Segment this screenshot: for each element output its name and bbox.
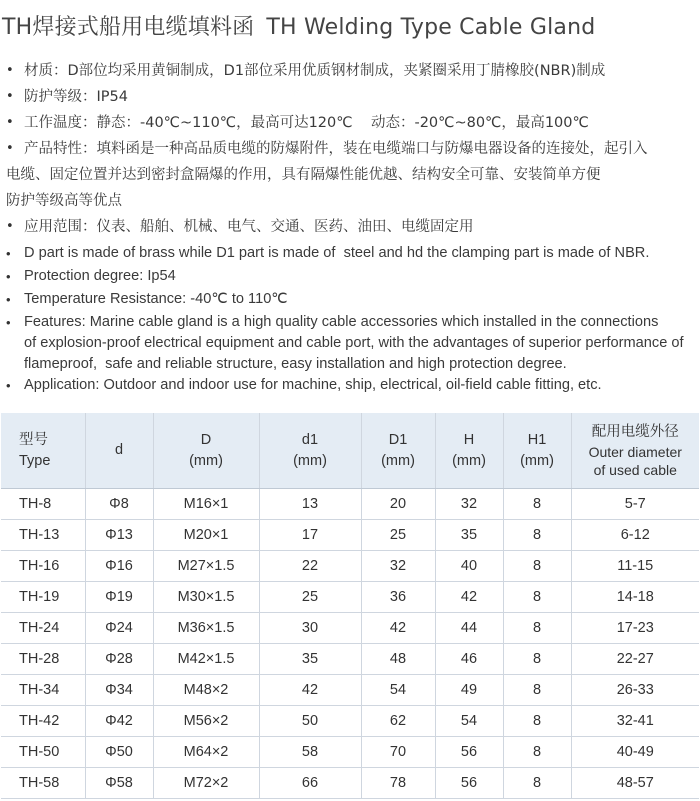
cn-spec-list xyxy=(6,58,700,240)
cell-d1: 25 xyxy=(259,582,361,613)
cell-H: 56 xyxy=(435,737,503,768)
cell-type: TH-19 xyxy=(1,582,85,613)
cell-H: 56 xyxy=(435,768,503,799)
bullet-icon: • xyxy=(6,292,11,307)
cell-d1: 22 xyxy=(259,551,361,582)
cell-cable-diameter: 14-18 xyxy=(571,582,699,613)
cell-H1: 8 xyxy=(503,613,571,644)
table-row xyxy=(1,613,699,644)
list-item xyxy=(6,289,700,310)
list-item xyxy=(6,214,700,240)
cell-H: 40 xyxy=(435,551,503,582)
spec-table xyxy=(1,413,699,799)
cell-D: M27×1.5 xyxy=(153,551,259,582)
cell-cable-diameter: 5-7 xyxy=(571,489,699,520)
list-item xyxy=(6,58,700,84)
table-row xyxy=(1,768,699,799)
cell-d1: 66 xyxy=(259,768,361,799)
cell-H1: 8 xyxy=(503,737,571,768)
cell-D1: 36 xyxy=(361,582,435,613)
header-D1: D1 (mm) xyxy=(361,413,435,489)
cell-D1: 62 xyxy=(361,706,435,737)
header-H1: H1 (mm) xyxy=(503,413,571,489)
cell-d: Φ50 xyxy=(85,737,153,768)
cell-H1: 8 xyxy=(503,489,571,520)
header-D: D (mm) xyxy=(153,413,259,489)
bullet-icon: • xyxy=(6,115,14,130)
bullet-icon: • xyxy=(6,89,14,104)
cn-application-text: 应用范围：仪表、船舶、机械、电气、交通、医药、油田、电缆固定用 xyxy=(24,219,474,235)
cell-d1: 13 xyxy=(259,489,361,520)
header-H: H (mm) xyxy=(435,413,503,489)
header-cable-diameter: 配用电缆外径 Outer diameter of used cable xyxy=(571,413,699,489)
table-body xyxy=(1,489,699,799)
cell-d1: 58 xyxy=(259,737,361,768)
en-protection-text: Protection degree: Ip54 xyxy=(24,268,176,284)
bullet-icon: • xyxy=(6,246,11,261)
cell-D: M64×2 xyxy=(153,737,259,768)
cell-D1: 32 xyxy=(361,551,435,582)
table-row xyxy=(1,551,699,582)
list-item xyxy=(6,312,700,375)
cell-H: 42 xyxy=(435,582,503,613)
header-d: d xyxy=(85,413,153,489)
cell-type: TH-34 xyxy=(1,675,85,706)
cell-type: TH-58 xyxy=(1,768,85,799)
cell-D: M20×1 xyxy=(153,520,259,551)
cell-type: TH-16 xyxy=(1,551,85,582)
cell-D: M42×1.5 xyxy=(153,644,259,675)
cell-d1: 30 xyxy=(259,613,361,644)
cell-cable-diameter: 32-41 xyxy=(571,706,699,737)
bullet-icon: • xyxy=(6,63,14,78)
cell-D: M36×1.5 xyxy=(153,613,259,644)
table-row xyxy=(1,489,699,520)
cell-D1: 78 xyxy=(361,768,435,799)
cell-H: 44 xyxy=(435,613,503,644)
cell-H1: 8 xyxy=(503,644,571,675)
cell-H: 46 xyxy=(435,644,503,675)
cell-d: Φ28 xyxy=(85,644,153,675)
cell-D: M16×1 xyxy=(153,489,259,520)
cn-features-cont2: 防护等级高等优点 xyxy=(6,193,122,209)
cell-D1: 48 xyxy=(361,644,435,675)
table-row xyxy=(1,520,699,551)
cell-d: Φ8 xyxy=(85,489,153,520)
cell-D: M48×2 xyxy=(153,675,259,706)
cell-H1: 8 xyxy=(503,520,571,551)
list-item xyxy=(6,136,700,214)
en-features-text: Features: Marine cable gland is a high quality cable accessories which installed in the connections xyxy=(24,314,659,330)
cell-D1: 54 xyxy=(361,675,435,706)
title-cn: TH焊接式船用电缆填料函 xyxy=(2,15,255,40)
en-features-cont2: flameproof, safe and reliable structure, easy installation and high protection degree. xyxy=(24,356,567,372)
cell-H1: 8 xyxy=(503,551,571,582)
table-row xyxy=(1,737,699,768)
cell-d1: 42 xyxy=(259,675,361,706)
cn-features-cont1: 电缆、固定位置并达到密封盒隔爆的作用，具有隔爆性能优越、结构安全可靠、安装简单方便 xyxy=(6,167,601,183)
cell-cable-diameter: 26-33 xyxy=(571,675,699,706)
cell-d: Φ42 xyxy=(85,706,153,737)
cell-D1: 25 xyxy=(361,520,435,551)
cell-type: TH-24 xyxy=(1,613,85,644)
table-row xyxy=(1,675,699,706)
en-temperature-text: Temperature Resistance: -40℃ to 110℃ xyxy=(24,291,288,307)
cell-d: Φ13 xyxy=(85,520,153,551)
cell-H1: 8 xyxy=(503,768,571,799)
cn-material-text: 材质：D部位均采用黄铜制成，D1部位采用优质钢材制成，夹紧圈采用丁腈橡胶(NBR)制成 xyxy=(24,63,606,79)
header-d1: d1 (mm) xyxy=(259,413,361,489)
en-features-cont1: of explosion-proof electrical equipment and cable port, with the advantages of superior performance of xyxy=(24,335,684,351)
en-application-text: Application: Outdoor and indoor use for machine, ship, electrical, oil-field cable fitting, etc. xyxy=(24,377,602,393)
cell-type: TH-42 xyxy=(1,706,85,737)
list-item xyxy=(6,84,700,110)
cell-d1: 50 xyxy=(259,706,361,737)
cell-H: 35 xyxy=(435,520,503,551)
cell-H: 32 xyxy=(435,489,503,520)
en-material-text: D part is made of brass while D1 part is made of steel and hd the clamping part is made of NBR. xyxy=(24,245,650,261)
cn-protection-text: 防护等级：IP54 xyxy=(24,89,128,105)
bullet-icon: • xyxy=(6,315,11,330)
cn-temperature-text: 工作温度：静态：-40℃~110℃，最高可达120℃ 动态：-20℃~80℃，最高100℃ xyxy=(24,115,589,131)
cell-cable-diameter: 48-57 xyxy=(571,768,699,799)
table-row xyxy=(1,582,699,613)
cell-cable-diameter: 40-49 xyxy=(571,737,699,768)
cell-D1: 20 xyxy=(361,489,435,520)
cn-features-text: 产品特性：填料函是一种高品质电缆的防爆附件，装在电缆端口与防爆电器设备的连接处，起引入 xyxy=(24,141,648,157)
cell-d: Φ34 xyxy=(85,675,153,706)
cell-D: M56×2 xyxy=(153,706,259,737)
list-item xyxy=(6,110,700,136)
list-item xyxy=(6,375,700,396)
cell-H1: 8 xyxy=(503,706,571,737)
table-row xyxy=(1,644,699,675)
cell-D1: 70 xyxy=(361,737,435,768)
cell-d: Φ24 xyxy=(85,613,153,644)
cell-type: TH-8 xyxy=(1,489,85,520)
cell-cable-diameter: 11-15 xyxy=(571,551,699,582)
page-title xyxy=(2,10,595,41)
bullet-icon: • xyxy=(6,269,11,284)
cell-d1: 35 xyxy=(259,644,361,675)
cell-H: 49 xyxy=(435,675,503,706)
cell-type: TH-50 xyxy=(1,737,85,768)
bullet-icon: • xyxy=(6,141,14,156)
bullet-icon: • xyxy=(6,378,11,393)
table-header-row xyxy=(1,413,699,489)
cell-H1: 8 xyxy=(503,675,571,706)
title-en: TH Welding Type Cable Gland xyxy=(266,15,596,40)
cell-d: Φ58 xyxy=(85,768,153,799)
cell-d: Φ16 xyxy=(85,551,153,582)
list-item xyxy=(6,266,700,287)
cell-cable-diameter: 6-12 xyxy=(571,520,699,551)
list-item xyxy=(6,243,700,264)
cell-H1: 8 xyxy=(503,582,571,613)
cell-cable-diameter: 22-27 xyxy=(571,644,699,675)
en-spec-list xyxy=(6,243,700,398)
header-type: 型号 Type xyxy=(1,413,85,489)
cell-d: Φ19 xyxy=(85,582,153,613)
cell-type: TH-13 xyxy=(1,520,85,551)
cell-D: M30×1.5 xyxy=(153,582,259,613)
bullet-icon: • xyxy=(6,219,14,234)
cell-H: 54 xyxy=(435,706,503,737)
cell-D1: 42 xyxy=(361,613,435,644)
cell-d1: 17 xyxy=(259,520,361,551)
cell-type: TH-28 xyxy=(1,644,85,675)
table-row xyxy=(1,706,699,737)
cell-cable-diameter: 17-23 xyxy=(571,613,699,644)
cell-D: M72×2 xyxy=(153,768,259,799)
